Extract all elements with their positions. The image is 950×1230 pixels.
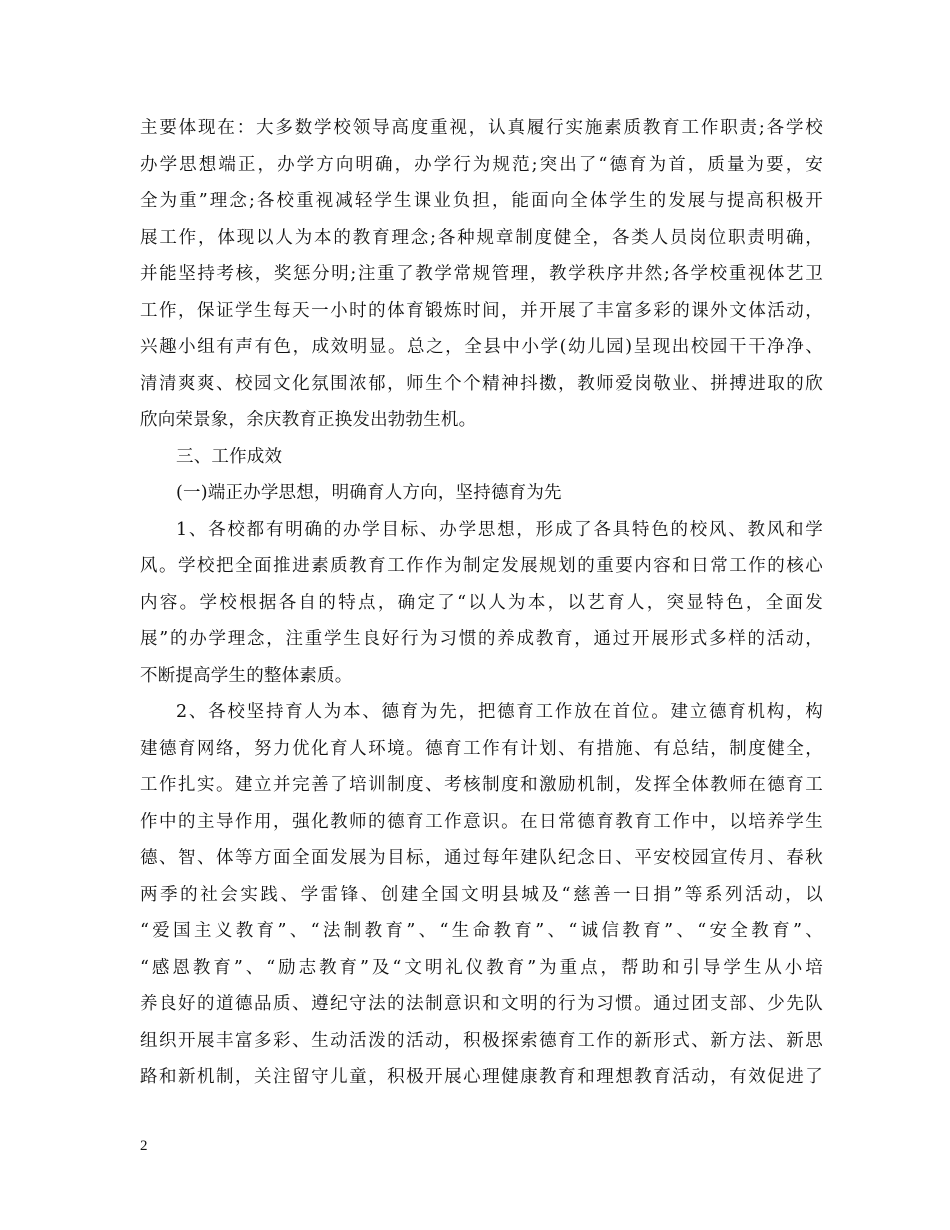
page-number: 2 [140,1138,148,1154]
text-line: 展工作，体现以人为本的教育理念;各种规章制度健全，各类人员岗位职责明确， [140,227,823,248]
text-line: 1、各校都有明确的办学目标、办学思想，形成了各具特色的校风、教风和学 [176,519,823,540]
text-line: 展”的办学理念，注重学生良好行为习惯的养成教育，通过开展形式多样的活动， [140,629,823,649]
text-line: 建德育网络，努力优化育人环境。德育工作有计划、有措施、有总结，制度健全， [140,738,823,759]
text-line: 两季的社会实践、学雷锋、创建全国文明县城及“慈善一日捐”等系列活动，以 [140,884,823,905]
text-line: 工作，保证学生每天一小时的体育锻炼时间，并开展了丰富多彩的课外文体活动， [140,300,823,321]
text-line: 德、智、体等方面全面发展为目标，通过每年建队纪念日、平安校园宣传月、春秋 [140,848,823,868]
text-line: 路和新机制，关注留守儿童，积极开展心理健康教育和理想教育活动，有效促进了 [140,1067,823,1087]
text-line: 2、各校坚持育人为本、德育为先，把德育工作放在首位。建立德育机构，构 [176,702,823,722]
text-line: 欣向荣景象，余庆教育正换发出勃勃生机。 [140,410,477,430]
section-heading: 三、工作成效 [176,446,283,467]
text-line: 风。学校把全面推进素质教育工作作为制定发展规划的重要内容和日常工作的核心 [140,556,823,576]
text-line: 办学思想端正，办学方向明确，办学行为规范;突出了“德育为首，质量为要，安 [140,154,823,175]
text-line: 工作扎实。建立并完善了培训制度、考核制度和激励机制，发挥全体教师在德育工 [140,775,823,795]
text-line: 全为重”理念;各校重视减轻学生课业负担，能面向全体学生的发展与提高积极开 [140,191,823,211]
text-line: 兴趣小组有声有色，成效明显。总之，全县中小学(幼儿园)呈现出校园干干净净、 [140,337,823,357]
subsection-heading: (一)端正办学思想，明确育人方向，坚持德育为先 [176,483,562,503]
text-line: 养良好的道德品质、遵纪守法的法制意识和文明的行为习惯。通过团支部、少先队 [140,994,823,1014]
text-line: “感恩教育”、“励志教育”及“文明礼仪教育”为重点，帮助和引导学生从小培 [140,957,823,978]
text-line: 内容。学校根据各自的特点，确定了“以人为本，以艺育人，突显特色，全面发 [140,592,823,613]
document-body [140,110,823,1096]
text-line: 组织开展丰富多彩、生动活泼的活动，积极探索德育工作的新形式、新方法、新思 [140,1030,823,1051]
text-line: 不断提高学生的整体素质。 [140,665,353,686]
text-line: 清清爽爽、校园文化氛围浓郁，师生个个精神抖擞，教师爱岗敬业、拼搏进取的欣 [140,373,823,394]
text-line: 并能坚持考核，奖惩分明;注重了教学常规管理，教学秩序井然;各学校重视体艺卫 [140,264,823,284]
text-line: 主要体现在：大多数学校领导高度重视，认真履行实施素质教育工作职责;各学校 [140,118,823,138]
text-line: 作中的主导作用，强化教师的德育工作意识。在日常德育教育工作中，以培养学生 [140,811,823,832]
text-line: “爱国主义教育”、“法制教育”、“生命教育”、“诚信教育”、“安全教育”、 [140,921,823,941]
